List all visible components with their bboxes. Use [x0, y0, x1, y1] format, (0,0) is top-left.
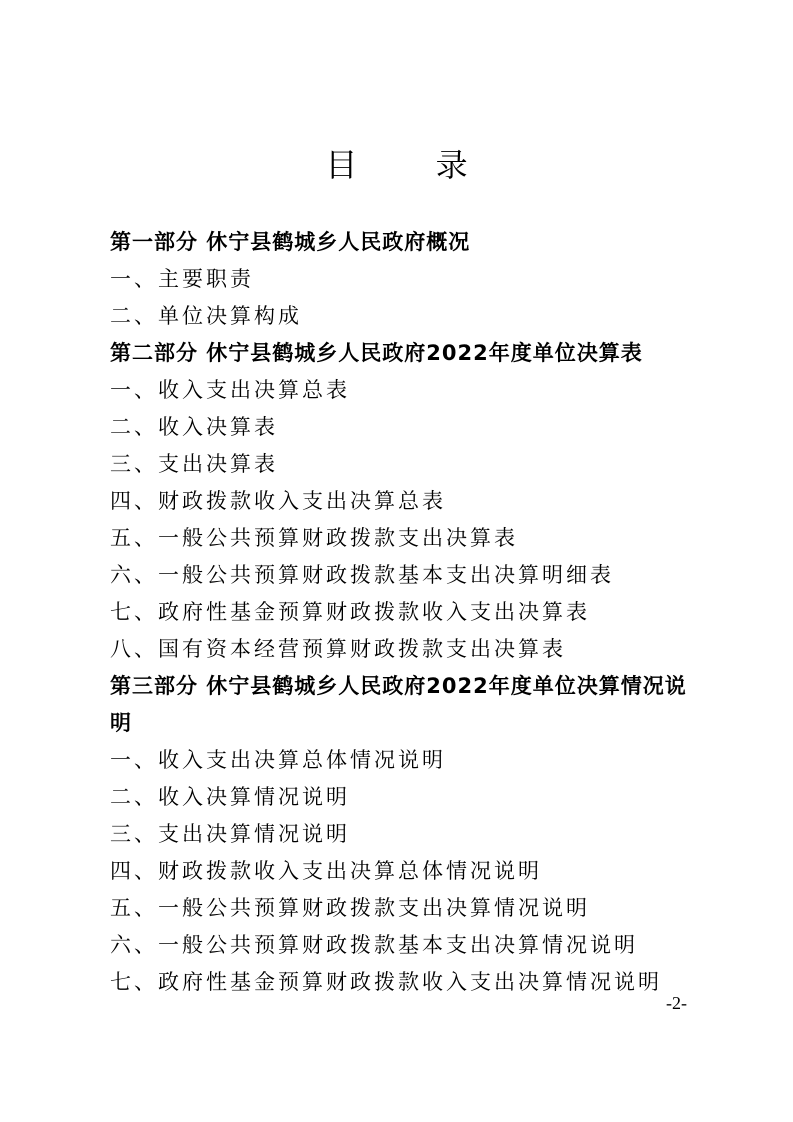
toc-item: 二、收入决算表: [110, 415, 278, 439]
toc-item: 二、单位决算构成: [110, 304, 302, 328]
toc-item: 六、一般公共预算财政拨款基本支出决算明细表: [110, 563, 614, 587]
page-number: -2-: [666, 993, 687, 1013]
toc-item: 一、主要职责: [110, 267, 254, 291]
toc-item: 八、国有资本经营预算财政拨款支出决算表: [110, 637, 566, 661]
toc-item: 七、政府性基金预算财政拨款收入支出决算情况说明: [110, 970, 662, 994]
part-1-heading: 第一部分 休宁县鹤城乡人民政府概况: [110, 230, 471, 254]
toc-item: 二、收入决算情况说明: [110, 785, 350, 809]
toc-item: 五、一般公共预算财政拨款支出决算情况说明: [110, 896, 590, 920]
toc-item: 七、政府性基金预算财政拨款收入支出决算表: [110, 600, 590, 624]
toc-item: 三、支出决算表: [110, 452, 278, 476]
toc-item: 四、财政拨款收入支出决算总体情况说明: [110, 859, 542, 883]
part-3-heading: 第三部分 休宁县鹤城乡人民政府2022年度单位决算情况说明: [110, 674, 687, 735]
toc-item: 四、财政拨款收入支出决算总表: [110, 489, 446, 513]
toc-item: 六、一般公共预算财政拨款基本支出决算情况说明: [110, 933, 638, 957]
page-title: 目 录: [325, 146, 502, 184]
toc-item: 一、收入支出决算总体情况说明: [110, 748, 446, 772]
toc-item: 五、一般公共预算财政拨款支出决算表: [110, 526, 518, 550]
toc-item: 三、支出决算情况说明: [110, 822, 350, 846]
table-of-contents: [110, 224, 700, 1001]
part-2-heading: 第二部分 休宁县鹤城乡人民政府2022年度单位决算表: [110, 341, 643, 365]
toc-item: 一、收入支出决算总表: [110, 378, 350, 402]
